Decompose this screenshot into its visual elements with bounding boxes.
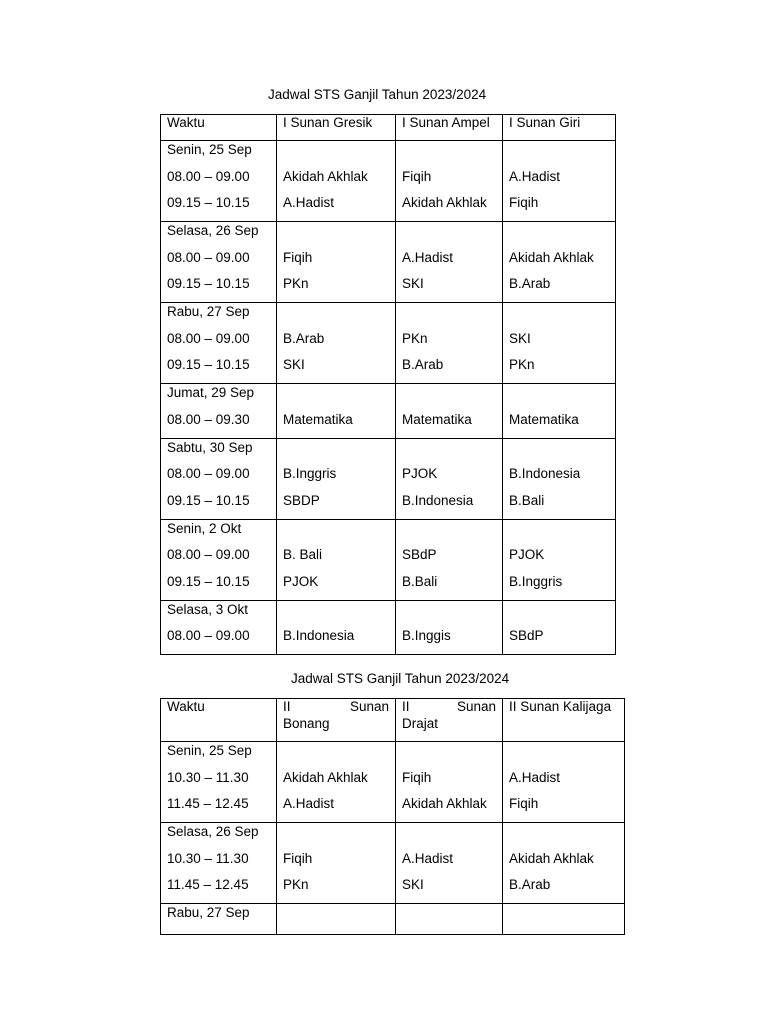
time-cell	[161, 222, 277, 303]
day-label: Jumat, 29 Sep	[167, 385, 255, 400]
subject-name: B.Arab	[402, 357, 444, 372]
subject-cell	[503, 823, 625, 904]
subject-name: B.Arab	[509, 276, 551, 291]
time-cell	[161, 600, 277, 655]
cell-line	[402, 824, 496, 851]
subject-name: Fiqih	[509, 195, 539, 210]
subject-name: Akidah Akhlak	[283, 168, 368, 184]
subject-cell	[396, 519, 503, 600]
day-label: Sabtu, 30 Sep	[167, 439, 253, 455]
subject-cell	[396, 742, 503, 823]
cell-line	[509, 521, 609, 548]
subject-name: PKn	[283, 276, 309, 291]
cell-line	[509, 385, 609, 412]
subject-name: PJOK	[402, 466, 438, 481]
subject-cell	[396, 904, 503, 935]
day-label: Selasa, 26 Sep	[167, 223, 259, 238]
subject-cell	[277, 904, 396, 935]
cell-line	[402, 223, 496, 250]
subject-cell	[396, 438, 503, 519]
time-slot: 08.00 – 09.00	[167, 249, 250, 265]
time-slot: 08.00 – 09.00	[167, 466, 250, 481]
header-class: I Sunan Giri	[503, 115, 616, 141]
cell-line	[402, 385, 496, 412]
subject-name: PKn	[402, 330, 428, 346]
time-cell	[161, 384, 277, 439]
cell-line	[509, 440, 609, 467]
subject-cell	[277, 384, 396, 439]
subject-name: A.Hadist	[283, 195, 335, 210]
subject-cell	[396, 222, 503, 303]
subject-cell	[277, 222, 396, 303]
subject-name: Fiqih	[283, 850, 313, 866]
header-word: Bonang	[283, 716, 330, 731]
header-waktu: Waktu	[161, 115, 277, 141]
schedule-table-1	[160, 114, 616, 655]
subject-name: PJOK	[283, 573, 319, 589]
subject-cell	[277, 438, 396, 519]
day-label: Selasa, 26 Sep	[167, 824, 259, 839]
cell-line	[509, 602, 609, 629]
subject-name: SBdP	[402, 547, 437, 562]
table2-header-row	[161, 699, 625, 742]
subject-cell	[277, 823, 396, 904]
subject-cell	[277, 600, 396, 655]
header-word: Sunan	[456, 699, 496, 714]
cell-line	[283, 521, 389, 548]
subject-name: Fiqih	[402, 769, 432, 785]
time-slot: 08.00 – 09.00	[167, 547, 250, 562]
subject-name: A.Hadist	[402, 850, 454, 866]
day-row	[161, 519, 616, 600]
time-cell	[161, 438, 277, 519]
day-row	[161, 823, 625, 904]
time-slot: 11.45 – 12.45	[167, 796, 249, 811]
day-row	[161, 600, 616, 655]
subject-name: Matematika	[402, 411, 472, 427]
header-class	[396, 699, 503, 742]
header-class: I Sunan Gresik	[277, 115, 396, 141]
cell-line	[283, 385, 389, 412]
header-class	[277, 699, 396, 742]
cell-line	[509, 824, 618, 851]
cell-line	[402, 743, 496, 770]
subject-name: A.Hadist	[402, 249, 454, 265]
table1-header-row	[161, 115, 616, 141]
time-slot: 09.15 – 10.15	[167, 357, 250, 372]
header-class: I Sunan Ampel	[396, 115, 503, 141]
subject-cell	[396, 384, 503, 439]
subject-cell	[396, 303, 503, 384]
subject-name: B.Inggris	[283, 466, 337, 481]
subject-name: Akidah Akhlak	[402, 796, 487, 811]
day-row	[161, 303, 616, 384]
time-cell	[161, 141, 277, 222]
time-slot: 08.00 – 09.00	[167, 168, 250, 184]
subject-name: SKI	[283, 357, 305, 372]
subject-name: Matematika	[283, 411, 353, 427]
time-slot: 09.15 – 10.15	[167, 276, 250, 291]
time-slot: 10.30 – 11.30	[167, 850, 249, 866]
cell-line	[283, 142, 389, 169]
subject-cell	[503, 742, 625, 823]
subject-name: B.Bali	[402, 573, 438, 589]
day-label: Senin, 2 Okt	[167, 520, 242, 536]
subject-name: A.Hadist	[509, 769, 561, 785]
time-cell	[161, 519, 277, 600]
subject-name: SKI	[509, 330, 531, 346]
day-row	[161, 438, 616, 519]
day-row	[161, 904, 625, 935]
subject-name: SKI	[402, 276, 424, 291]
subject-cell	[503, 384, 616, 439]
subject-name: PKn	[283, 877, 309, 892]
subject-name: SBDP	[283, 492, 320, 508]
cell-line	[509, 223, 609, 250]
cell-line	[283, 304, 389, 331]
subject-name: A.Hadist	[509, 168, 561, 184]
cell-line	[402, 602, 496, 629]
cell-line	[509, 743, 618, 770]
table2-title: Jadwal STS Ganjil Tahun 2023/2024	[291, 671, 510, 686]
subject-name: Akidah Akhlak	[509, 850, 594, 866]
subject-name: B.Inggris	[509, 573, 563, 589]
subject-name: Akidah Akhlak	[402, 195, 487, 210]
day-label: Senin, 25 Sep	[167, 142, 252, 157]
table1-title: Jadwal STS Ganjil Tahun 2023/2024	[268, 87, 487, 102]
subject-name: B.Inggis	[402, 628, 451, 643]
subject-cell	[503, 222, 616, 303]
subject-cell	[503, 519, 616, 600]
cell-line	[402, 905, 496, 931]
time-slot: 09.15 – 10.15	[167, 195, 250, 210]
subject-name: B.Indonesia	[402, 492, 474, 508]
subject-name: B.Arab	[283, 330, 325, 346]
day-label: Rabu, 27 Sep	[167, 304, 250, 319]
cell-line	[509, 905, 618, 931]
subject-cell	[503, 438, 616, 519]
time-slot: 08.00 – 09.30	[167, 411, 250, 427]
cell-line	[283, 824, 389, 851]
header-word: II	[402, 699, 410, 714]
cell-line	[283, 440, 389, 467]
subject-cell	[503, 904, 625, 935]
subject-name: B.Indonesia	[509, 466, 581, 481]
cell-line	[283, 905, 389, 931]
subject-name: B.Bali	[509, 492, 545, 508]
day-row	[161, 742, 625, 823]
subject-name: PJOK	[509, 547, 545, 562]
cell-line	[283, 743, 389, 770]
subject-name: B.Arab	[509, 877, 551, 892]
subject-cell	[277, 519, 396, 600]
cell-line	[509, 304, 609, 331]
header-class: II Sunan Kalijaga	[503, 699, 625, 742]
subject-name: Matematika	[509, 411, 579, 427]
subject-name: SKI	[402, 877, 424, 892]
header-word: Drajat	[402, 716, 439, 731]
cell-line	[509, 142, 609, 169]
cell-line	[283, 223, 389, 250]
subject-cell	[396, 141, 503, 222]
cell-line	[402, 304, 496, 331]
time-slot: 09.15 – 10.15	[167, 492, 250, 508]
time-slot: 10.30 – 11.30	[167, 769, 249, 785]
subject-cell	[396, 600, 503, 655]
subject-cell	[277, 303, 396, 384]
day-row	[161, 222, 616, 303]
subject-name: Fiqih	[402, 168, 432, 184]
cell-line	[402, 142, 496, 169]
time-cell	[161, 904, 277, 935]
time-slot: 11.45 – 12.45	[167, 877, 249, 892]
subject-name: B.Indonesia	[283, 628, 355, 643]
subject-name: SBdP	[509, 628, 544, 643]
day-label: Senin, 25 Sep	[167, 743, 252, 758]
time-cell	[161, 823, 277, 904]
subject-cell	[503, 141, 616, 222]
subject-name: PKn	[509, 357, 535, 372]
subject-name: B. Bali	[283, 547, 323, 562]
subject-name: A.Hadist	[283, 796, 335, 811]
subject-name: Akidah Akhlak	[509, 249, 594, 265]
header-word: Sunan	[349, 699, 389, 714]
time-cell	[161, 303, 277, 384]
header-waktu: Waktu	[161, 699, 277, 742]
time-cell	[161, 742, 277, 823]
time-slot: 09.15 – 10.15	[167, 573, 250, 589]
day-label: Rabu, 27 Sep	[167, 905, 250, 920]
subject-name: Fiqih	[283, 249, 313, 265]
cell-line	[402, 521, 496, 548]
subject-name: Fiqih	[509, 796, 539, 811]
day-row	[161, 141, 616, 222]
subject-cell	[503, 303, 616, 384]
subject-cell	[503, 600, 616, 655]
time-slot: 08.00 – 09.00	[167, 330, 250, 346]
subject-cell	[396, 823, 503, 904]
subject-cell	[277, 141, 396, 222]
cell-line	[283, 602, 389, 629]
subject-name: Akidah Akhlak	[283, 769, 368, 785]
time-slot: 08.00 – 09.00	[167, 628, 250, 643]
day-row	[161, 384, 616, 439]
schedule-table-2	[160, 698, 625, 935]
cell-line	[402, 440, 496, 467]
subject-cell	[277, 742, 396, 823]
header-word: II	[283, 699, 291, 714]
day-label: Selasa, 3 Okt	[167, 601, 249, 617]
